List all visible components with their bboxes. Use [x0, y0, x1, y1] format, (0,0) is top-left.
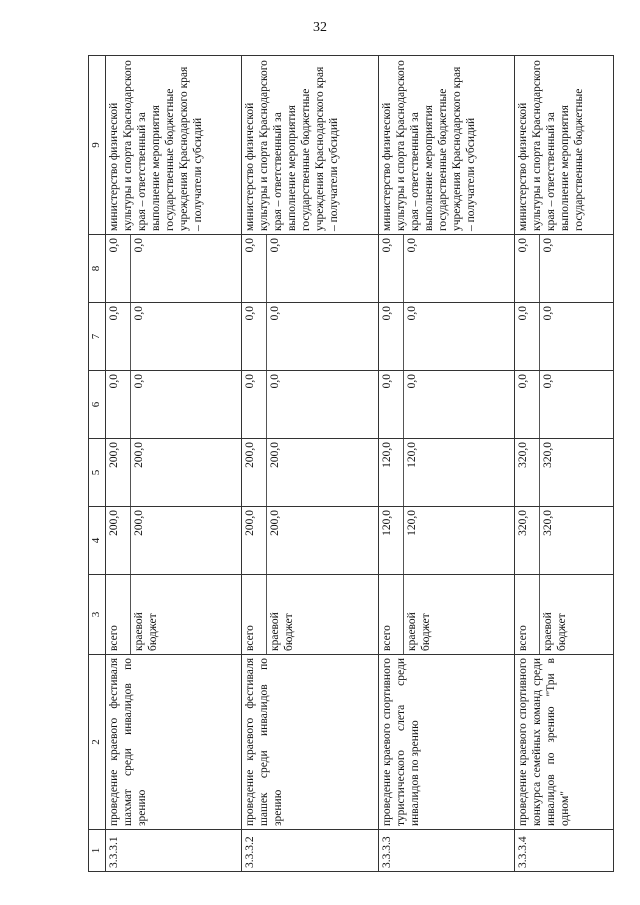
row-executor: министерство физической культуры и спорта Краснодарского края – ответственный за выполнение мероприятия государственные бюджетные учреждения Краснодарского края – получатели субсидий — [378, 56, 514, 235]
row-col6: 0,0 0,0 — [378, 371, 514, 439]
table-row — [515, 56, 614, 872]
row-col8: 0,0 0,0 — [106, 235, 242, 303]
table-row — [106, 56, 242, 872]
row-executor: министерство физической культуры и спорта Краснодарского края – ответственный за выполнение мероприятия государственные бюджетные — [515, 56, 614, 235]
col-header-3: 3 — [89, 575, 106, 655]
program-table — [88, 55, 614, 872]
row-source: всего краевой бюджет — [515, 575, 614, 655]
col-header-1: 1 — [89, 830, 106, 872]
row-col5: 200,0 200,0 — [106, 439, 242, 507]
row-col7: 0,0 0,0 — [106, 303, 242, 371]
row-code: 3.3.3.4 — [515, 830, 614, 872]
row-col6: 0,0 0,0 — [515, 371, 614, 439]
row-col7: 0,0 0,0 — [515, 303, 614, 371]
table-row — [378, 56, 514, 872]
row-col7: 0,0 0,0 — [242, 303, 378, 371]
row-name: проведение краевого спортивного туристического слета среди инвалидов по зрению — [378, 655, 514, 830]
col-header-4: 4 — [89, 507, 106, 575]
row-source: всего краевой бюджет — [242, 575, 378, 655]
header-row — [89, 56, 106, 872]
col-header-2: 2 — [89, 655, 106, 830]
row-col7: 0,0 0,0 — [378, 303, 514, 371]
row-col8: 0,0 0,0 — [242, 235, 378, 303]
row-name: проведение краевого фестиваля шашек среди инвалидов по зрению — [242, 655, 378, 830]
row-col4: 120,0 120,0 — [378, 507, 514, 575]
col-header-9: 9 — [89, 56, 106, 235]
row-col4: 200,0 200,0 — [106, 507, 242, 575]
page-number: 32 — [313, 20, 327, 35]
row-col6: 0,0 0,0 — [242, 371, 378, 439]
col-header-5: 5 — [89, 439, 106, 507]
col-header-8: 8 — [89, 235, 106, 303]
row-col4: 200,0 200,0 — [242, 507, 378, 575]
row-col4: 320,0 320,0 — [515, 507, 614, 575]
row-name: проведение краевого спортивного конкурса семейных команд среди инвалидов по зрению "Три в одном" — [515, 655, 614, 830]
row-executor: министерство физической культуры и спорта Краснодарского края – ответственный за выполнение мероприятия государственные бюджетные учреждения Краснодарского края – получатели субсидий — [106, 56, 242, 235]
row-col5: 200,0 200,0 — [242, 439, 378, 507]
row-source: всего краевой бюджет — [378, 575, 514, 655]
row-col5: 120,0 120,0 — [378, 439, 514, 507]
row-name: проведение краевого фестиваля шахмат среди инвалидов по зрению — [106, 655, 242, 830]
col-header-7: 7 — [89, 303, 106, 371]
row-col5: 320,0 320,0 — [515, 439, 614, 507]
row-col8: 0,0 0,0 — [515, 235, 614, 303]
row-col6: 0,0 0,0 — [106, 371, 242, 439]
row-code: 3.3.3.3 — [378, 830, 514, 872]
rotated-table-sheet — [88, 56, 614, 872]
col-header-6: 6 — [89, 371, 106, 439]
row-executor: министерство физической культуры и спорта Краснодарского края – ответственный за выполнение мероприятия государственные бюджетные учреждения Краснодарского края – получатели субсидий — [242, 56, 378, 235]
row-code: 3.3.3.2 — [242, 830, 378, 872]
row-code: 3.3.3.1 — [106, 830, 242, 872]
row-col8: 0,0 0,0 — [378, 235, 514, 303]
table-row — [242, 56, 378, 872]
row-source: всего краевой бюджет — [106, 575, 242, 655]
